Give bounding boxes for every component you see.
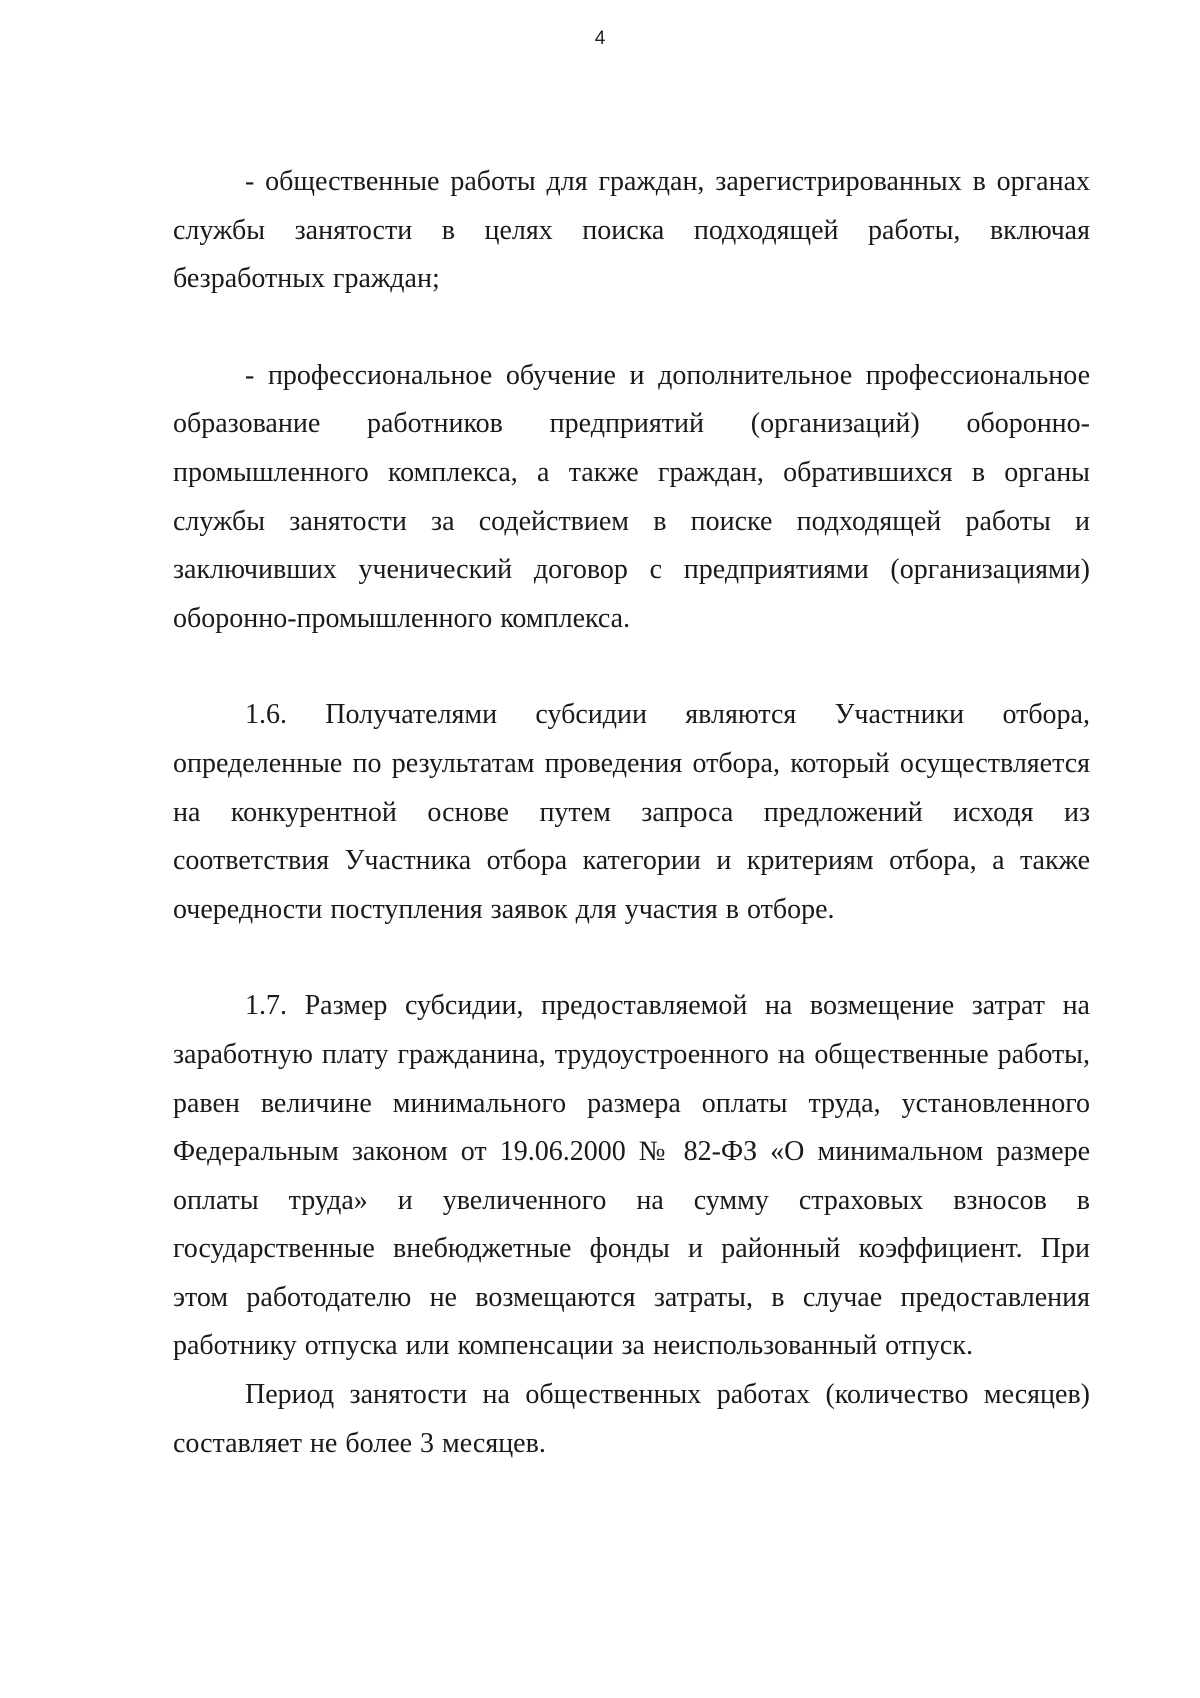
paragraph-subsidy-recipients: 1.6. Получателями субсидии являются Участники отбора, определенные по результатам проведения отбора, который осуществляется на конкурентной основе путем запроса предложений исходя из соответствия Участника отбора категории и критериям отбора, а также очередности поступления заявок для участия в отборе. <box>173 699 1090 925</box>
page-number: 4 <box>594 28 606 49</box>
paragraph-professional-training: - профессиональное обучение и дополнительное профессиональное образование работников предприятий (организаций) оборонно-промышленного комплекса, а также граждан, обратившихся в органы службы занятости за содействием в поиске подходящей работы и заключивших ученический договор с предприятиями (организациями) оборонно-промышленного комплекса. <box>173 359 1090 634</box>
paragraph-subsidy-amount: 1.7. Размер субсидии, предоставляемой на возмещение затрат на заработную плату гражданина, трудоустроенного на общественные работы, равен величине минимального размера оплаты труда, установленного Федеральным законом от 19.06.2000 № 82-ФЗ «О минимальном размере оплаты труда» и увеличенного на сумму страховых взносов в государственные внебюджетные фонды и районный коэффициент. При этом работодателю не возмещаются затраты, в случае предоставления работнику отпуска или компенсации за неиспользованный отпуск. <box>173 990 1090 1362</box>
document-body <box>173 158 1090 1468</box>
paragraph-public-works: - общественные работы для граждан, зарегистрированных в органах службы занятости в целях поиска подходящей работы, включая безработных граждан; <box>173 166 1090 295</box>
paragraph-employment-period: Период занятости на общественных работах (количество месяцев) составляет не более 3 месяцев. <box>173 1379 1090 1459</box>
